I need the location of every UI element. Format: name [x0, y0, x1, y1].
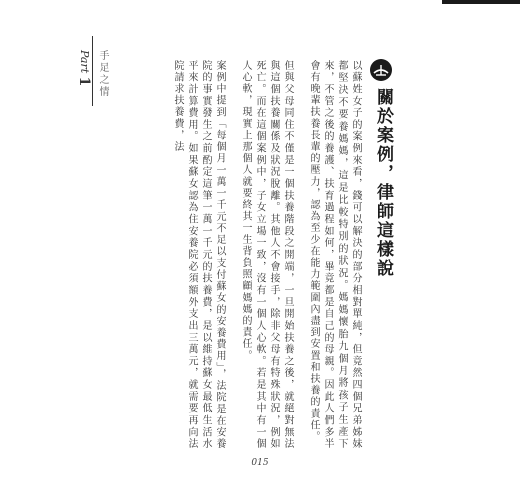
page-number: 015: [251, 458, 269, 468]
section-title: 關於案例，律師這樣說: [373, 88, 393, 278]
part-label: [70, 50, 92, 92]
body-text: [92, 60, 362, 450]
part-prefix: Part: [78, 50, 91, 74]
paragraph: 但與父母同住不僅是一個扶養階段之開端，一旦開始扶養之後，就絕對無法與這個扶養關係及狀況脫離。其他人不會接手，除非父母有特殊狀況，例如死亡。而在這個案例中，子女立場一致，沒有一個人心軟。若是其中有一個人心軟，現實上那個人就要終其一生背負照顧媽媽的責任。: [240, 60, 293, 450]
scales-icon: [369, 58, 393, 82]
corner-strip: [442, 0, 520, 4]
part-number: 1: [76, 76, 92, 87]
paragraph: 以蘇姓女子的案例來看，錢可以解決的部分相對單純，但竟然四個兄弟姊妹都堅決不要養媽媽，這是比較特別的狀況。媽媽懷胎九個月將孩子生產下來，不管之後的養護、扶育過程如何，畢竟都是自己的母親。因此人們多半會有晚輩扶養長輩的壓力，認為至少在能力範圍內盡到安置和扶養的責任。: [308, 60, 361, 450]
chapter-title: 手足之情: [97, 50, 108, 98]
paragraph: 案例中提到「每個月一萬一千元不足以支付蘇女的安養費用」，法院是在安養院的事實發生之前酌定這筆一萬一千元的扶養費，是以維持蘇女最低生活水平來計算費用。如果蘇女認為住安養院必須額外支出三萬元，就需要再向法院請求扶養費，法: [172, 60, 225, 450]
